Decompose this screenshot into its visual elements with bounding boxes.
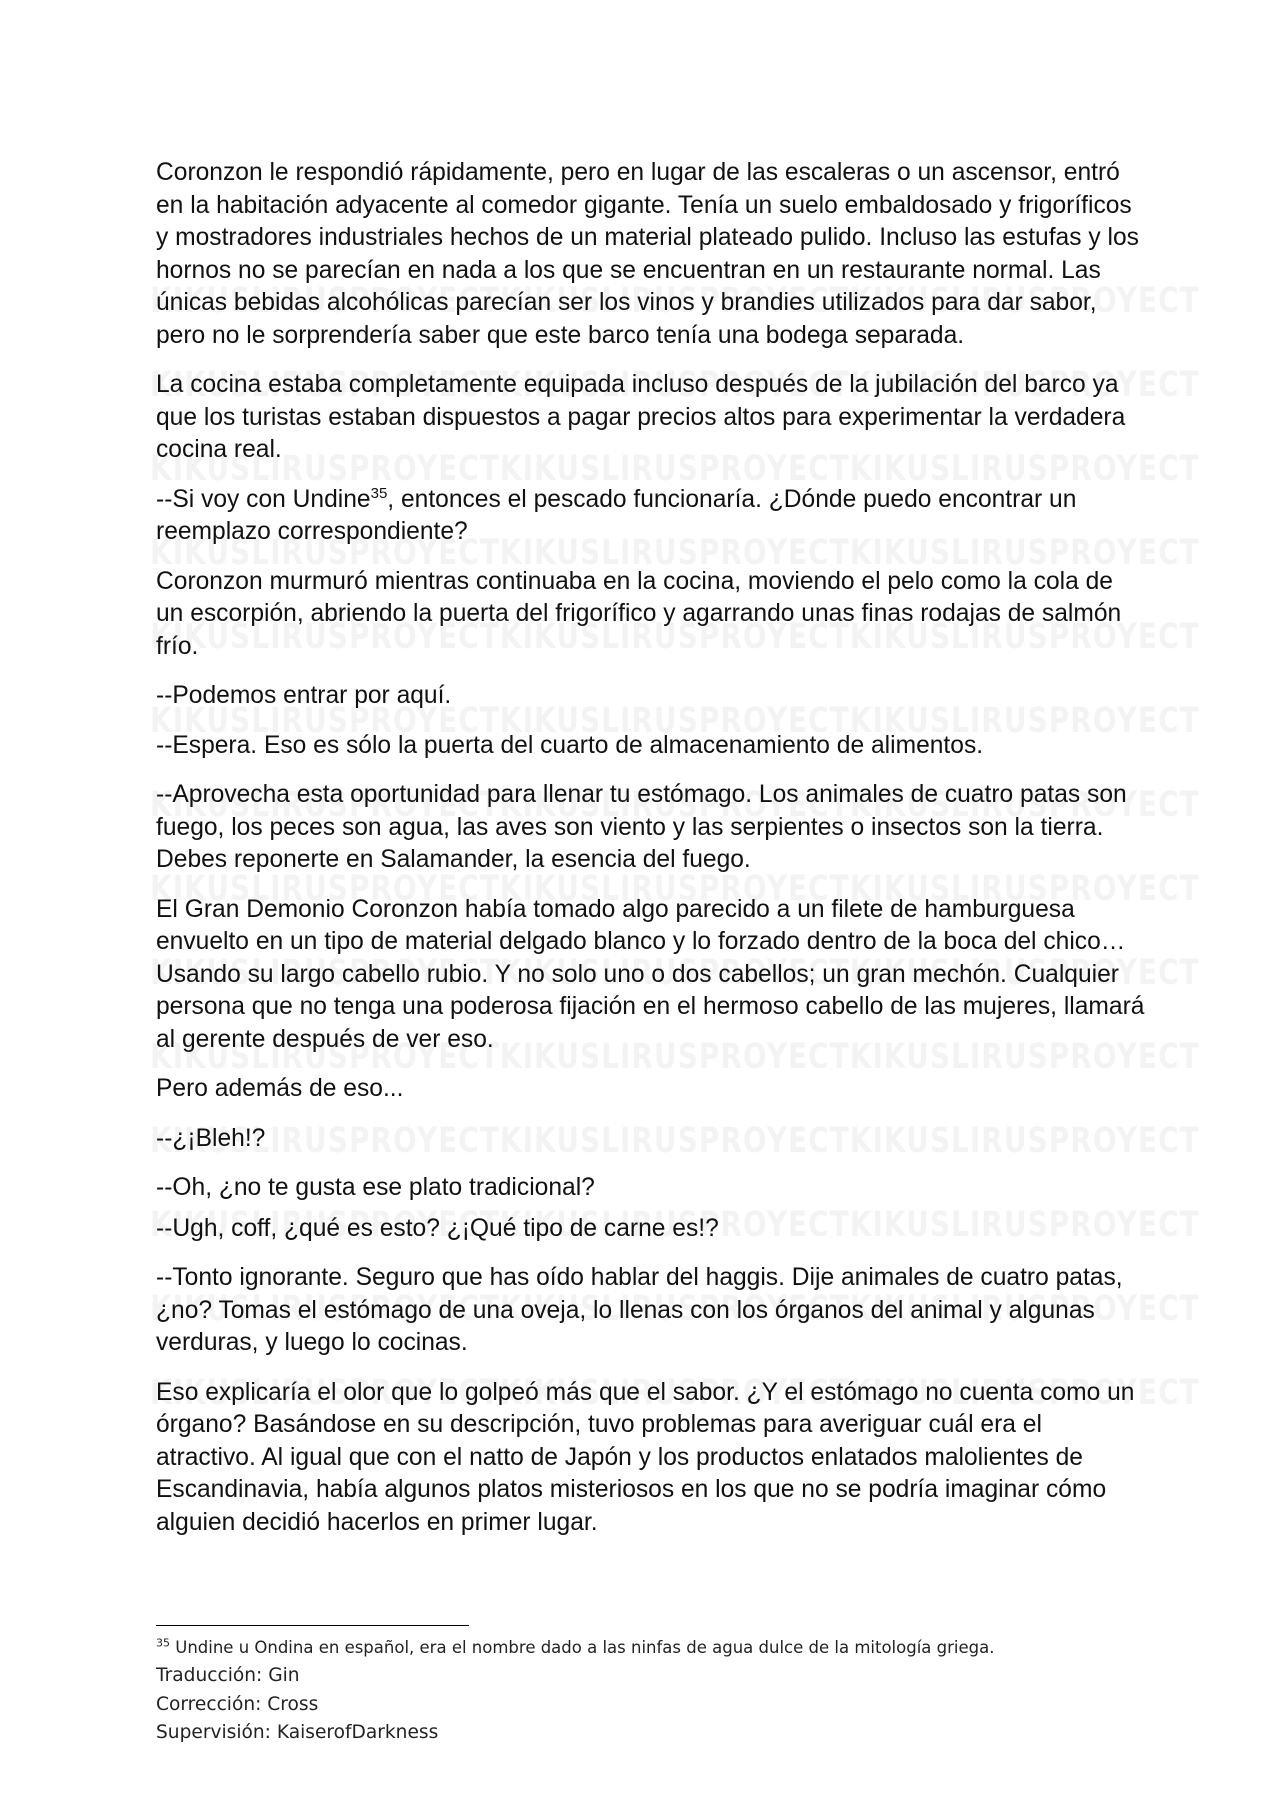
footer bbox=[156, 1634, 1156, 1748]
paragraph: La cocina estaba completamente equipada incluso después de la jubilación del barco ya que los turistas estaban dispuestos a pagar precios altos para experimentar la verdadera cocina real. bbox=[156, 371, 1126, 463]
dialogue-text: , entonces el pescado funcionaría. ¿Dónde puedo encontrar un reemplazo correspondiente? bbox=[156, 485, 1077, 545]
footnote bbox=[156, 1634, 1156, 1662]
paragraph bbox=[156, 484, 1146, 549]
paragraph: El Gran Demonio Coronzon había tomado algo parecido a un filete de hamburguesa envuelto en un tipo de material delgado blanco y lo forzado dentro de la boca del chico… Usando su largo cabello rubio. Y no solo uno o dos cabellos; un gran mechón. Cualquier persona que no tenga una poderosa fijación en el hermoso cabello de las mujeres, llamará al gerente después de ver eso. bbox=[156, 895, 1145, 1053]
paragraph: --Tonto ignorante. Seguro que has oído hablar del haggis. Dije animales de cuatro patas, ¿no? Tomas el estómago de una oveja, lo llenas con los órganos del animal y algunas verduras, y luego lo cocinas. bbox=[156, 1264, 1123, 1356]
dialogue-text: --Si voy con Undine bbox=[156, 485, 371, 513]
footnote-text: Undine u Ondina en español, era el nombre dado a las ninfas de agua dulce de la mitología griega. bbox=[170, 1638, 995, 1657]
paragraph: Coronzon le respondió rápidamente, pero en lugar de las escaleras o un ascensor, entró en la habitación adyacente al comedor gigante. Tenía un suelo embaldosado y frigoríficos y mostradores industriales hechos de un material plateado pulido. Incluso las estufas y los hornos no se parecían en nada a los que se encuentran en un restaurante normal. Las únicas bebidas alcohólicas parecían ser los vinos y brandies utilizados para dar sabor, pero no le sorprendería saber que este barco tenía una bodega separada. bbox=[156, 159, 1139, 349]
paragraph: --Espera. Eso es sólo la puerta del cuarto de almacenamiento de alimentos. bbox=[156, 731, 984, 759]
footnote-number: 35 bbox=[156, 1636, 170, 1650]
paragraph: --¿¡Bleh!? bbox=[156, 1124, 266, 1152]
paragraph: Pero además de eso... bbox=[156, 1075, 404, 1102]
credit-translation: Traducción: Gin bbox=[156, 1665, 300, 1686]
footnote-reference[interactable]: 35 bbox=[370, 484, 388, 502]
paragraph: --Oh, ¿no te gusta ese plato tradicional? bbox=[156, 1174, 595, 1201]
paragraph: --Ugh, coff, ¿qué es esto? ¿¡Qué tipo de carne es!? bbox=[156, 1214, 719, 1242]
paragraph: Eso explicaría el olor que lo golpeó más que el sabor. ¿Y el estómago no cuenta como un órgano? Basándose en su descripción, tuvo problemas para averiguar cuál era el atractivo. Al igual que con el natto de Japón y los productos enlatados malolientes de Escandinavia, había algunos platos misteriosos en los que no se podría imaginar cómo alguien decidió hacerlos en primer lugar. bbox=[156, 1378, 1135, 1536]
paragraph: Coronzon murmuró mientras continuaba en la cocina, moviendo el pelo como la cola de un escorpión, abriendo la puerta del frigorífico y agarrando unas finas rodajas de salmón frío. bbox=[156, 567, 1122, 660]
main-text bbox=[156, 157, 1146, 1556]
paragraph: --Aprovecha esta oportunidad para llenar tu estómago. Los animales de cuatro patas son fuego, los peces son agua, las aves son viento y las serpientes o insectos son la tierra. Debes reponerte en Salamander, la esencia del fuego. bbox=[156, 781, 1127, 873]
credit-supervision: Supervisión: KaiserofDarkness bbox=[156, 1722, 439, 1743]
paragraph: --Podemos entrar por aquí. bbox=[156, 682, 452, 709]
footnote-separator bbox=[156, 1625, 469, 1626]
credit-correction: Corrección: Cross bbox=[156, 1693, 319, 1715]
